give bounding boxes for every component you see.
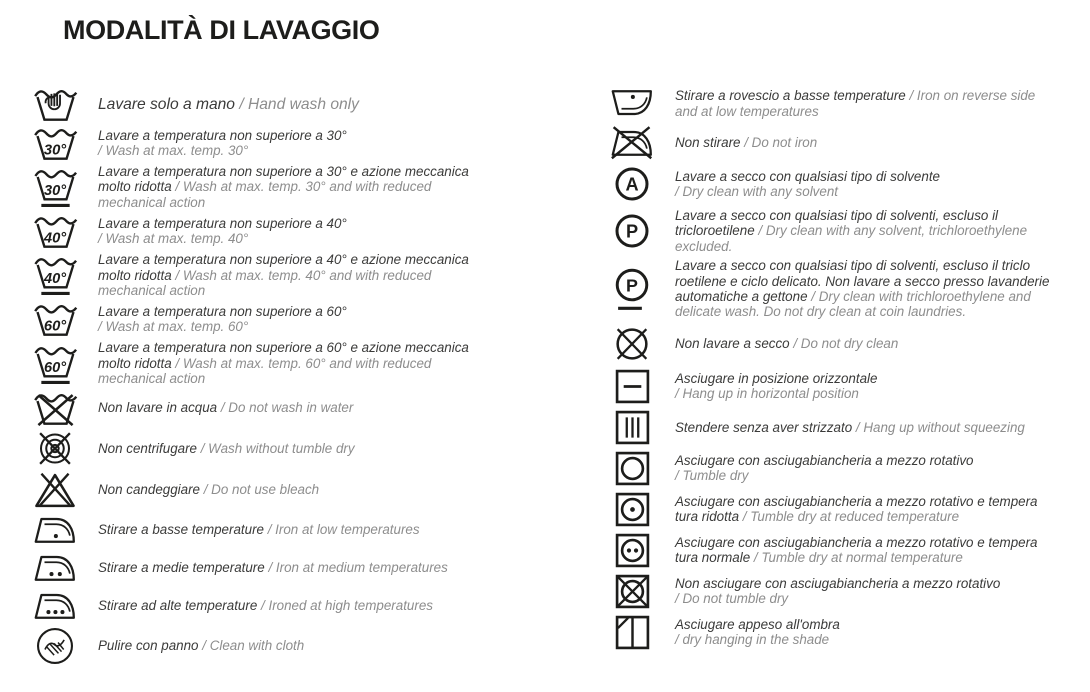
care-item-line [675, 617, 840, 632]
dry-clean-p-delicate-icon [607, 268, 657, 311]
italian-text: Lavare a secco con qualsiasi tipo di solvente [675, 168, 940, 184]
english-text: / Dry clean with any solvent, trichloroethylene [758, 223, 1028, 239]
care-item-line [675, 632, 840, 647]
care-item-text [98, 598, 433, 613]
care-item-line [98, 179, 469, 194]
dry-clean-any-solvent-icon [607, 164, 657, 204]
dry-in-shade-icon [607, 614, 657, 651]
italian-text: Asciugare appeso all'ombra [675, 616, 840, 632]
care-item-text [98, 638, 304, 653]
english-text: / Wash at max. temp. 30° and with reduced [175, 179, 432, 195]
italian-text: tura ridotta [675, 509, 740, 525]
do-not-dry-clean-icon [607, 324, 657, 364]
italian-text: Stirare a rovescio a basse temperature [675, 88, 906, 104]
dry-flat-icon [607, 368, 657, 405]
english-text: delicate wash. Do not dry clean at coin laundries. [675, 304, 967, 320]
italian-text: Asciugare con asciugabiancheria a mezzo rotativo e tempera [675, 493, 1038, 509]
italian-text: Lavare a temperatura non superiore a 30° [98, 127, 347, 143]
care-item-line [675, 509, 1038, 524]
clean-with-cloth-icon [30, 626, 80, 666]
care-item [607, 258, 1049, 320]
italian-text: Stendere senza aver strizzato [675, 419, 853, 435]
italian-text: tricloroetilene [675, 223, 755, 239]
care-item-line [675, 386, 877, 401]
care-item-text [675, 453, 973, 484]
care-item [607, 573, 1049, 610]
legend-columns [30, 86, 1090, 666]
wash-60-reduced-icon [30, 343, 80, 385]
care-item-line [675, 576, 1000, 591]
english-text: / dry hanging in the shade [675, 632, 830, 648]
english-text: / Wash at max. temp. 60° and with reduced [175, 355, 432, 371]
care-item-line [675, 274, 1049, 289]
care-item [30, 301, 557, 337]
italian-text: tura normale [675, 550, 751, 566]
italian-text: Asciugare con asciugabiancheria a mezzo rotativo [675, 452, 974, 468]
italian-text: Lavare a temperatura non superiore a 40° e azione meccanica [98, 252, 469, 268]
care-item-text [675, 258, 1049, 320]
care-item [607, 208, 1049, 254]
care-item [30, 125, 557, 161]
italian-text: Asciugare con asciugabiancheria a mezzo rotativo e tempera [675, 534, 1038, 550]
svg-text:30°: 30° [43, 183, 66, 200]
care-item-line [98, 96, 359, 113]
english-text: / Wash at max. temp. 30° [98, 143, 249, 159]
italian-text: Non stirare [675, 134, 741, 150]
care-item-line [98, 268, 469, 283]
care-item-line [98, 252, 469, 267]
legend-column-left [30, 86, 557, 666]
english-text: / Do not iron [744, 134, 818, 150]
care-item-line [98, 164, 469, 179]
care-item [30, 512, 557, 547]
care-item [30, 213, 557, 249]
english-text: / Tumble dry at normal temperature [753, 550, 963, 566]
italian-text: molto ridotta [98, 355, 172, 371]
english-text: / Do not use bleach [203, 482, 320, 497]
wash-30-reduced-icon [30, 166, 80, 208]
italian-text: Stirare a basse temperature [98, 521, 264, 537]
italian-text: Non asciugare con asciugabiancheria a mezzo rotativo [675, 575, 1001, 591]
english-text: / Wash at max. temp. 40° and with reduced [175, 267, 432, 283]
care-item-line [675, 223, 1027, 238]
care-item-line [98, 195, 469, 210]
italian-text: molto ridotta [98, 179, 172, 195]
care-item [30, 626, 557, 666]
care-item-line [98, 560, 448, 575]
english-text: and at low temperatures [675, 103, 819, 119]
care-item [607, 491, 1049, 528]
care-item-text [98, 216, 347, 247]
care-item [607, 86, 1049, 121]
english-text: / Wash without tumble dry [200, 440, 355, 456]
care-item-text [675, 88, 1035, 119]
care-item [607, 164, 1049, 204]
italian-text: Asciugare in posizione orizzontale [675, 370, 878, 386]
care-item-line [675, 184, 940, 199]
care-item-line [98, 441, 355, 456]
care-item-line [98, 371, 469, 386]
italian-text: Non centrifugare [98, 440, 197, 456]
english-text: / Dry clean with any solvent [675, 184, 838, 200]
italian-text: Lavare a temperatura non superiore a 30° e azione meccanica [98, 164, 469, 180]
english-text: / Dry clean with trichloroethylene and [811, 289, 1031, 305]
care-item [30, 588, 557, 623]
care-item [30, 252, 557, 298]
care-item-line [675, 104, 1035, 119]
care-item-text [675, 135, 817, 150]
care-item-text [98, 128, 347, 159]
italian-text: Stirare ad alte temperature [98, 597, 258, 613]
care-item-line [675, 135, 817, 150]
care-item-line [675, 591, 1000, 606]
do-not-iron-icon [607, 125, 657, 160]
english-text: / Hand wash only [239, 95, 359, 113]
care-item-line [98, 283, 469, 298]
care-item-line [98, 216, 347, 231]
care-item-text [675, 420, 1025, 435]
english-text: / Iron at medium temperatures [268, 559, 448, 575]
hand-wash-icon [30, 86, 80, 122]
care-item-line [98, 400, 353, 415]
care-item-text [98, 164, 469, 210]
iron-high-temperature-icon [30, 588, 80, 623]
do-not-spin-icon [30, 429, 80, 468]
english-text: / Clean with cloth [202, 638, 305, 653]
page-title: MODALITÀ DI LAVAGGIO [63, 15, 380, 45]
english-text: / Do not tumble dry [675, 591, 789, 607]
care-item [30, 340, 557, 386]
care-item-text [675, 208, 1027, 254]
care-item [607, 125, 1049, 160]
care-item-line [675, 535, 1038, 550]
english-text: / Iron at low temperatures [267, 521, 420, 537]
care-item-line [98, 143, 347, 158]
care-item-line [675, 453, 973, 468]
iron-medium-temperature-icon [30, 550, 80, 585]
svg-text:40°: 40° [43, 230, 66, 247]
care-item [607, 368, 1049, 405]
italian-text: roetilene e ciclo delicato. Non lavare a secco presso lavanderie [675, 273, 1050, 289]
care-item-text [98, 400, 353, 415]
italian-text: molto ridotta [98, 267, 172, 283]
english-text: mechanical action [98, 283, 206, 299]
italian-text: Lavare a temperatura non superiore a 60° e azione meccanica [98, 340, 469, 356]
care-item-line [675, 304, 1049, 319]
care-item-text [675, 169, 940, 200]
care-item-text [675, 336, 898, 351]
italian-text: automatiche a gettone [675, 289, 808, 305]
care-item-line [98, 356, 469, 371]
care-item-text [98, 340, 469, 386]
italian-text: Non lavare a secco [675, 336, 790, 352]
care-item-line [675, 494, 1038, 509]
care-item [607, 614, 1049, 651]
italian-text: Lavare a temperatura non superiore a 60° [98, 304, 347, 320]
care-item-line [675, 208, 1027, 223]
care-item-text [675, 494, 1038, 525]
iron-reverse-icon [607, 86, 657, 121]
care-item-line [98, 304, 347, 319]
care-item-line [675, 239, 1027, 254]
care-item-line [98, 482, 319, 497]
english-text: / Do not wash in water [220, 400, 354, 415]
care-item-line [675, 88, 1035, 103]
english-text: / Hang up in horizontal position [675, 386, 859, 402]
care-item [607, 409, 1049, 446]
care-item [30, 390, 557, 426]
care-item [30, 550, 557, 585]
italian-text: Non lavare in acqua [98, 400, 218, 415]
care-item-text [98, 96, 359, 113]
care-item [607, 324, 1049, 364]
care-item [30, 471, 557, 509]
english-text: mechanical action [98, 194, 206, 210]
care-item-text [98, 304, 347, 335]
care-item [30, 86, 557, 122]
care-item-line [675, 550, 1038, 565]
tumble-dry-normal-icon [607, 532, 657, 569]
italian-text: Lavare solo a mano [98, 95, 235, 113]
care-item-line [98, 598, 433, 613]
drip-dry-icon [607, 409, 657, 446]
care-item-line [675, 468, 973, 483]
english-text: / Ironed at high temperatures [261, 597, 433, 613]
care-item-line [675, 258, 1049, 273]
english-text: / Iron on reverse side [909, 88, 1036, 104]
care-item-line [98, 231, 347, 246]
wash-40-reduced-icon [30, 254, 80, 296]
care-item-line [675, 289, 1049, 304]
care-item-text [675, 617, 840, 648]
care-item [607, 450, 1049, 487]
svg-text:P: P [625, 221, 639, 242]
care-item-text [675, 535, 1038, 566]
care-item [30, 164, 557, 210]
italian-text: Non candeggiare [98, 482, 200, 497]
iron-low-temperature-icon [30, 512, 80, 547]
tumble-dry-icon [607, 450, 657, 487]
svg-text:P: P [626, 274, 638, 295]
care-item-line [98, 340, 469, 355]
english-text: mechanical action [98, 371, 206, 387]
svg-text:30°: 30° [43, 142, 66, 159]
svg-text:60°: 60° [43, 319, 66, 336]
care-item-text [675, 576, 1000, 607]
care-item-line [675, 371, 877, 386]
english-text: / Tumble dry at reduced temperature [742, 509, 960, 525]
care-item-line [98, 319, 347, 334]
care-item-line [98, 128, 347, 143]
italian-text: Pulire con panno [98, 638, 199, 653]
care-item-line [675, 420, 1025, 435]
wash-30-icon [30, 125, 80, 161]
care-item [607, 532, 1049, 569]
care-item-text [98, 252, 469, 298]
do-not-bleach-icon [30, 471, 80, 509]
italian-text: Lavare a secco con qualsiasi tipo di solventi, escluso il triclo [675, 258, 1031, 274]
svg-text:60°: 60° [43, 359, 66, 376]
english-text: / Hang up without squeezing [855, 419, 1025, 435]
wash-60-icon [30, 301, 80, 337]
care-item-line [675, 336, 898, 351]
care-item-line [675, 169, 940, 184]
care-item-line [98, 522, 420, 537]
english-text: / Tumble dry [675, 468, 749, 484]
care-item-text [98, 482, 319, 497]
care-item-text [98, 560, 448, 575]
wash-40-icon [30, 213, 80, 249]
care-item-text [675, 371, 877, 402]
care-item [30, 429, 557, 468]
english-text: excluded. [675, 238, 733, 254]
care-item-text [98, 441, 355, 456]
italian-text: Lavare a secco con qualsiasi tipo di solventi, escluso il [675, 208, 999, 224]
do-not-tumble-dry-icon [607, 573, 657, 610]
italian-text: Stirare a medie temperature [98, 559, 265, 575]
legend-column-right [607, 86, 1049, 666]
care-item-line [98, 638, 304, 653]
do-not-wash-icon [30, 390, 80, 426]
english-text: / Do not dry clean [793, 336, 899, 352]
svg-text:A: A [625, 174, 639, 195]
tumble-dry-reduced-icon [607, 491, 657, 528]
italian-text: Lavare a temperatura non superiore a 40° [98, 215, 347, 231]
care-item-text [98, 522, 420, 537]
english-text: / Wash at max. temp. 60° [98, 319, 249, 335]
svg-text:40°: 40° [43, 271, 66, 288]
english-text: / Wash at max. temp. 40° [98, 231, 249, 247]
dry-clean-p-icon [607, 211, 657, 251]
